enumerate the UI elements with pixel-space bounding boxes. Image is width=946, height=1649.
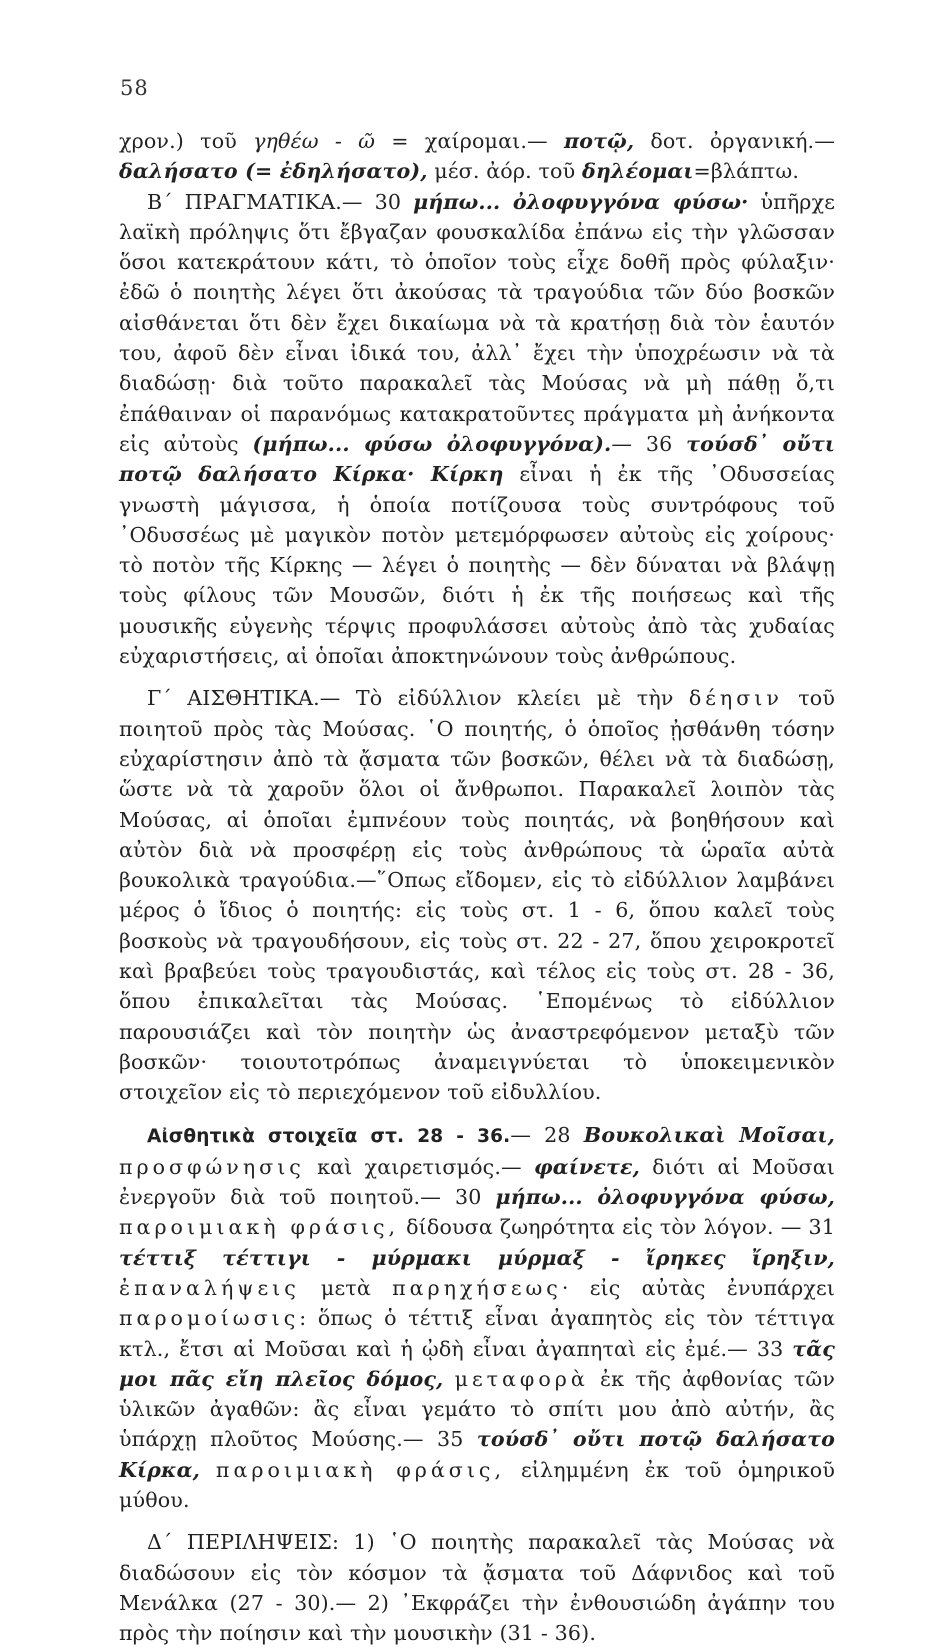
section-b-paragraph <box>119 187 835 672</box>
text-run: τοῦ ποιητοῦ πρὸς τὰς Μούσας. ῾Ο ποιητής, ὁ ὁποῖος ᾐσθάνθη τόσην εὐχαρίστησιν ἀπὸ τὰ ᾄσματα τῶν βοσκῶν, θέλει νὰ τὰ διαδώσῃ, ὥστε νὰ τὰ χαροῦν ὅλοι οἱ ἄνθρωποι. Παρακαλεῖ λοιπὸν τὰς Μούσας, αἱ ὁποῖαι ἐμπνέουν τοὺς ποιητάς, νὰ βοηθήσουν καὶ αὐτὸν διὰ νὰ προσφέρῃ εἰς τοὺς ἀνθρώπους τὰ ὡραῖα αὐτὰ βουκολικὰ τραγούδια.—῞Οπως εἴδομεν, εἰς τὸ εἰδύλλιον λαμβάνει μέρος ὁ ἴδιος ὁ ποιητής: εἰς τοὺς στ. 1 - 6, ὅπου καλεῖ τοὺς βοσκοὺς νὰ τραγουδήσουν, εἰς τοὺς στ. 22 - 27, ὅπου χειροκροτεῖ καὶ βραβεύει τοὺς τραγουδιστάς, καὶ τέλος εἰς τοὺς στ. 28 - 36, ὅπου ἐπικαλεῖται τὰς Μούσας. ῾Επομένως τὸ εἰδύλλιον παρουσιάζει καὶ τὸν ποιητὴν ὡς ἀναστρεφόμενον μεταξὺ τῶν βοσκῶν· τοιουτοτρόπως ἀναμειγνύεται τὸ ὑποκειμενικὸν στοιχεῖον εἰς τὸ περιεχόμενον τοῦ εἰδυλλίου. <box>119 686 835 1105</box>
spaced-term: προσφώνησις <box>119 1154 305 1179</box>
greek-term: μήπω... ὀλοφυγγόνα φύσω, <box>495 1185 835 1210</box>
text-run: = χαίρομαι.— <box>375 129 564 153</box>
text-run: =βλάπτω. <box>693 159 800 184</box>
section-a-tail-paragraph <box>119 126 835 187</box>
text-run: δίδουσα ζωηρότητα εἰς τὸν λόγον. — 31 <box>399 1215 835 1240</box>
text-run: μετὰ <box>299 1275 393 1300</box>
greek-term: φαίνετε, <box>534 1154 640 1179</box>
text-run: χρον.) τοῦ <box>119 129 254 153</box>
spaced-term: παροιμιακὴ φράσις, <box>119 1215 400 1240</box>
aesthetic-heading: Αἰσθητικὰ στοιχεῖα στ. 28 - 36. <box>147 1125 511 1147</box>
text-run: εἰλημμένη ἐκ τοῦ ὁμηρικοῦ μύθου. <box>119 1457 835 1513</box>
page-number: 58 <box>120 76 149 100</box>
spaced-term: παρηχήσεως <box>392 1275 562 1300</box>
section-aesthetic-paragraph <box>119 1120 835 1516</box>
text-run: Δ΄ ΠΕΡΙΛΗΨΕΙΣ: 1) ῾Ο ποιητὴς παρακαλεῖ τὰς Μούσας νὰ διαδώσουν εἰς τὸν κόσμον τὰ ᾄσματα τοῦ Δάφνιδος καὶ τοῦ Μενάλκα (27 - 30).— 2) ᾿Εκφράζει τὴν ἐνθουσιώδη ἀγάπην του πρὸς τὴν ποίησιν καὶ τὴν μουσικὴν (31 - 36). <box>119 1530 835 1646</box>
spaced-term: μεταφορὰ <box>454 1366 589 1391</box>
text-run: · εἰς αὐτὰς ἐνυπάρχει <box>561 1275 835 1300</box>
greek-term: μήπω... ὀλοφυγγόνα φύσω· <box>413 189 749 214</box>
body-text <box>119 126 835 1649</box>
spaced-term: παροιμιακὴ φράσις, <box>215 1457 505 1482</box>
greek-term: τούσδ᾿ οὔτι ποτῷ δαλήσατο Κίρκα, <box>119 1427 835 1482</box>
greek-term: ποτῷ, <box>563 129 635 153</box>
text-run: μέσ. ἀόρ. τοῦ <box>427 159 582 184</box>
section-b-heading: Β΄ ΠΡΑΓΜΑΤΙΚΑ.— 30 <box>147 189 414 214</box>
greek-term: τᾶς μοι πᾶς εἴη πλεῖος δόμος, <box>119 1336 835 1391</box>
greek-term: τούσδ᾿ οὔτι ποτῷ δαλήσατο Κίρκα· Κίρκη <box>119 431 835 487</box>
spaced-term: παρομοίωσις <box>119 1306 300 1331</box>
greek-term: τέττιξ τέττιγι - μύρμακι μύρμαξ - ἴρηκες ἴρηξιν, <box>119 1245 835 1270</box>
text-run: : ὅπως ὁ τέττιξ εἶναι ἀγαπητὸς εἰς τὸν τέττιγα κτλ., ἔτσι αἱ Μοῦσαι καὶ ἡ ᾠδὴ εἶναι ἀγαπηταὶ εἰς ἐμέ.— 33 <box>119 1306 835 1361</box>
text-run: διότι αἱ Μοῦσαι ἐνεργοῦν διὰ τοῦ ποιητοῦ.— 30 <box>119 1154 835 1210</box>
text-run: εἶναι ἡ ἐκ τῆς ᾿Οδυσσείας γνωστὴ μάγισσα, ἡ ὁποία ποτίζουσα τοὺς συντρόφους τοῦ ᾿Οδυσσέως μὲ μαγικὸν ποτὸν μετεμόρφωσεν αὐτοὺς εἰς χοίρους· τὸ ποτὸν τῆς Κίρκης — λέγει ὁ ποιητὴς — δὲν δύναται νὰ βλάψῃ τοὺς φίλους τῶν Μουσῶν, διότι ἡ ἐκ τῆς ποιήσεως καὶ τῆς μουσικῆς εὐγενὴς τέρψις προφυλάσσει αὐτοὺς ἀπὸ τὰς χυδαίας εὐχαριστήσεις, αἱ ὁποῖαι ἀποκτηνώνουν τοὺς ἀνθρώπους. <box>119 462 835 669</box>
section-d-paragraph <box>119 1527 835 1648</box>
greek-term: δαλήσατο (= ἐδηλήσατο), <box>119 159 428 184</box>
greek-term: Βουκολικαὶ Μοῖσαι, <box>583 1122 835 1147</box>
section-c-paragraph <box>119 683 835 1107</box>
text-run: ἐκ τῆς ἀφθονίας τῶν ὑλικῶν ἀγαθῶν: ἂς εἶναι γεμάτο τὸ σπίτι μου ἀπὸ αὐτήν, ἂς ὑπάρχῃ πλοῦτος Μούσης.— 35 <box>119 1366 835 1452</box>
spaced-term: δέησιν <box>688 686 783 711</box>
text-run: καὶ χαιρετισμός.— <box>304 1154 534 1179</box>
greek-term: γηθέω - ῶ <box>253 129 376 153</box>
text-run: ὑπῆρχε λαϊκὴ πρόληψις ὅτι ἔβγαζαν φουσκαλίδα ἐπάνω εἰς τὴν γλῶσσαν ὅσοι κατεκράτουν κάτι, τὸ ὁποῖον τοὺς εἶχε δοθῆ πρὸς φύλαξιν· ἐδῶ ὁ ποιητὴς λέγει ὅτι ἀκούσας τὰ τραγούδια τῶν δύο βοσκῶν αἰσθάνεται ὅτι δὲν ἔχει δικαίωμα νὰ τὰ κρατήσῃ διὰ τὸν ἑαυτόν του, ἀφοῦ δὲν εἶναι ἰδικά του, ἀλλ᾿ ἔχει τὴν ὑποχρέωσιν νὰ τὰ διαδώσῃ· διὰ τοῦτο παρακαλεῖ τὰς Μούσας νὰ μὴ πάθῃ ὅ,τι ἐπάθαιναν οἱ παρανόμως κατακρατοῦντες πράγματα μὴ ἀνήκοντα εἰς αὐτοὺς <box>119 189 836 456</box>
section-c-heading: Γ΄ ΑΙΣΘΗΤΙΚΑ.— Τὸ εἰδύλλιον κλείει μὲ τὴν <box>147 686 689 711</box>
greek-term: δηλέομαι <box>581 159 694 184</box>
greek-term: (μήπω... φύσω ὀλοφυγγόνα). <box>252 431 612 456</box>
text-run: δοτ. ὀργανική.— <box>634 129 835 153</box>
text-run: — 36 <box>611 431 687 456</box>
spaced-term: ἐπαναλήψεις <box>119 1275 300 1300</box>
text-run: — 28 <box>510 1122 584 1147</box>
